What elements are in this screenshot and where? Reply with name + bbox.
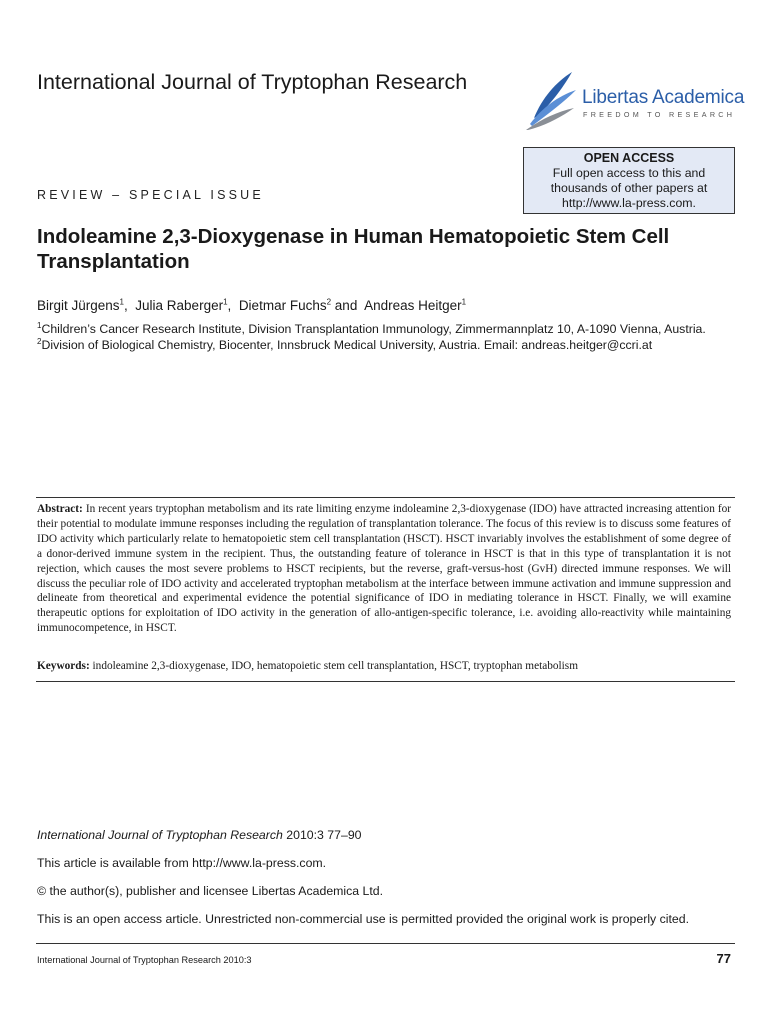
section-label: REVIEW – SPECIAL ISSUE: [37, 188, 264, 202]
divider: [36, 943, 735, 944]
author-separator: ,: [227, 298, 236, 313]
author-list: [37, 298, 466, 313]
license-note: This is an open access article. Unrestricted non-commercial use is permitted provided the original work is properly cited.: [37, 912, 690, 926]
citation-note: [37, 828, 362, 842]
author-name: Julia Raberger: [135, 298, 224, 313]
feather-logo-icon: [524, 68, 580, 130]
divider: [36, 681, 735, 682]
keywords: [37, 660, 735, 672]
publisher-name: Libertas Academica: [582, 87, 745, 108]
affiliation-marker: 2: [326, 297, 332, 307]
paper-title: Indoleamine 2,3-Dioxygenase in Human Hematopoietic Stem Cell Transplantation: [37, 225, 670, 273]
affiliation-marker: 1: [461, 297, 467, 307]
open-access-line: Full open access to this and: [552, 166, 706, 180]
availability-note: This article is available from http://www.la-press.com.: [37, 856, 327, 870]
abstract-text: In recent years tryptophan metabolism and its rate limiting enzyme indoleamine 2,3-dioxygenase (IDO) have attracted increasing attention for their potential to modulate immune responses including the regulation of transplantation tolerance. The focus of this review is to discuss some features of IDO activity which particularly relate to hematopoietic stem cell transplantation (HSCT). HSCT invariably involves the establishment of some degree of a donor-derived immune system in the recipient. Thus, the outstanding feature of tolerance in HSCT is that in this type of transplantation it is not rejection, which causes the most severe problems to HSCT recipients, but the reverse, graft-versus-host (GvH) directed immune responses. We will discuss the peculiar role of IDO activity and accelerated tryptophan metabolism at the interface between immune activation and immune suppression and delineate from theoretical and experimental evidence the potential significance of IDO in mediating tolerance in HSCT. Finally, we will examine therapeutic options for exploitation of IDO activity in the generation of allo-antigen-specific tolerance, i.e. avoiding allo-reactivity while maintaining immunocompetence, in HSCT.: [37, 503, 732, 635]
citation-volume: 2010:3 77–90: [286, 828, 362, 842]
author-name: Birgit Jürgens: [37, 298, 120, 313]
publisher-tagline: FREEDOM TO RESEARCH: [583, 110, 736, 119]
affiliation-marker: 2: [37, 336, 42, 346]
affiliation-marker: 1: [37, 320, 42, 330]
open-access-box: [523, 147, 735, 214]
affiliation-marker: 1: [119, 297, 124, 307]
open-access-line: thousands of other papers at: [550, 181, 708, 195]
author-separator: and: [331, 298, 362, 313]
keywords-label: Keywords:: [37, 660, 90, 672]
copyright-note: © the author(s), publisher and licensee Libertas Academica Ltd.: [37, 884, 384, 898]
author-separator: ,: [124, 298, 132, 313]
affiliation-text: Children’s Cancer Research Institute, Division Transplantation Immunology, Zimmermannplatz 10, A-1090 Vienna, Austria.: [41, 322, 706, 336]
citation-journal: International Journal of Tryptophan Research: [37, 828, 283, 842]
footer-journal: International Journal of Tryptophan Research 2010:3: [37, 955, 252, 965]
author-name: Dietmar Fuchs: [238, 298, 327, 313]
publisher-logo[interactable]: [524, 68, 745, 130]
author-name: Andreas Heitger: [364, 298, 462, 313]
open-access-link[interactable]: http://www.la-press.com.: [562, 196, 696, 210]
divider: [36, 497, 735, 498]
open-access-heading: OPEN ACCESS: [583, 151, 675, 165]
keywords-text: indoleamine 2,3-dioxygenase, IDO, hematopoietic stem cell transplantation, HSCT, tryptophan metabolism: [92, 660, 578, 672]
affiliation-marker: 1: [223, 297, 228, 307]
page-number: 77: [716, 951, 731, 966]
abstract-label: Abstract:: [37, 503, 83, 515]
affiliations: [37, 322, 747, 353]
journal-title: International Journal of Tryptophan Research: [37, 70, 468, 94]
affiliation-text: Division of Biological Chemistry, Biocenter, Innsbruck Medical University, Austria. Email: andreas.heitger@ccri.at: [41, 337, 653, 352]
abstract: [37, 502, 731, 636]
